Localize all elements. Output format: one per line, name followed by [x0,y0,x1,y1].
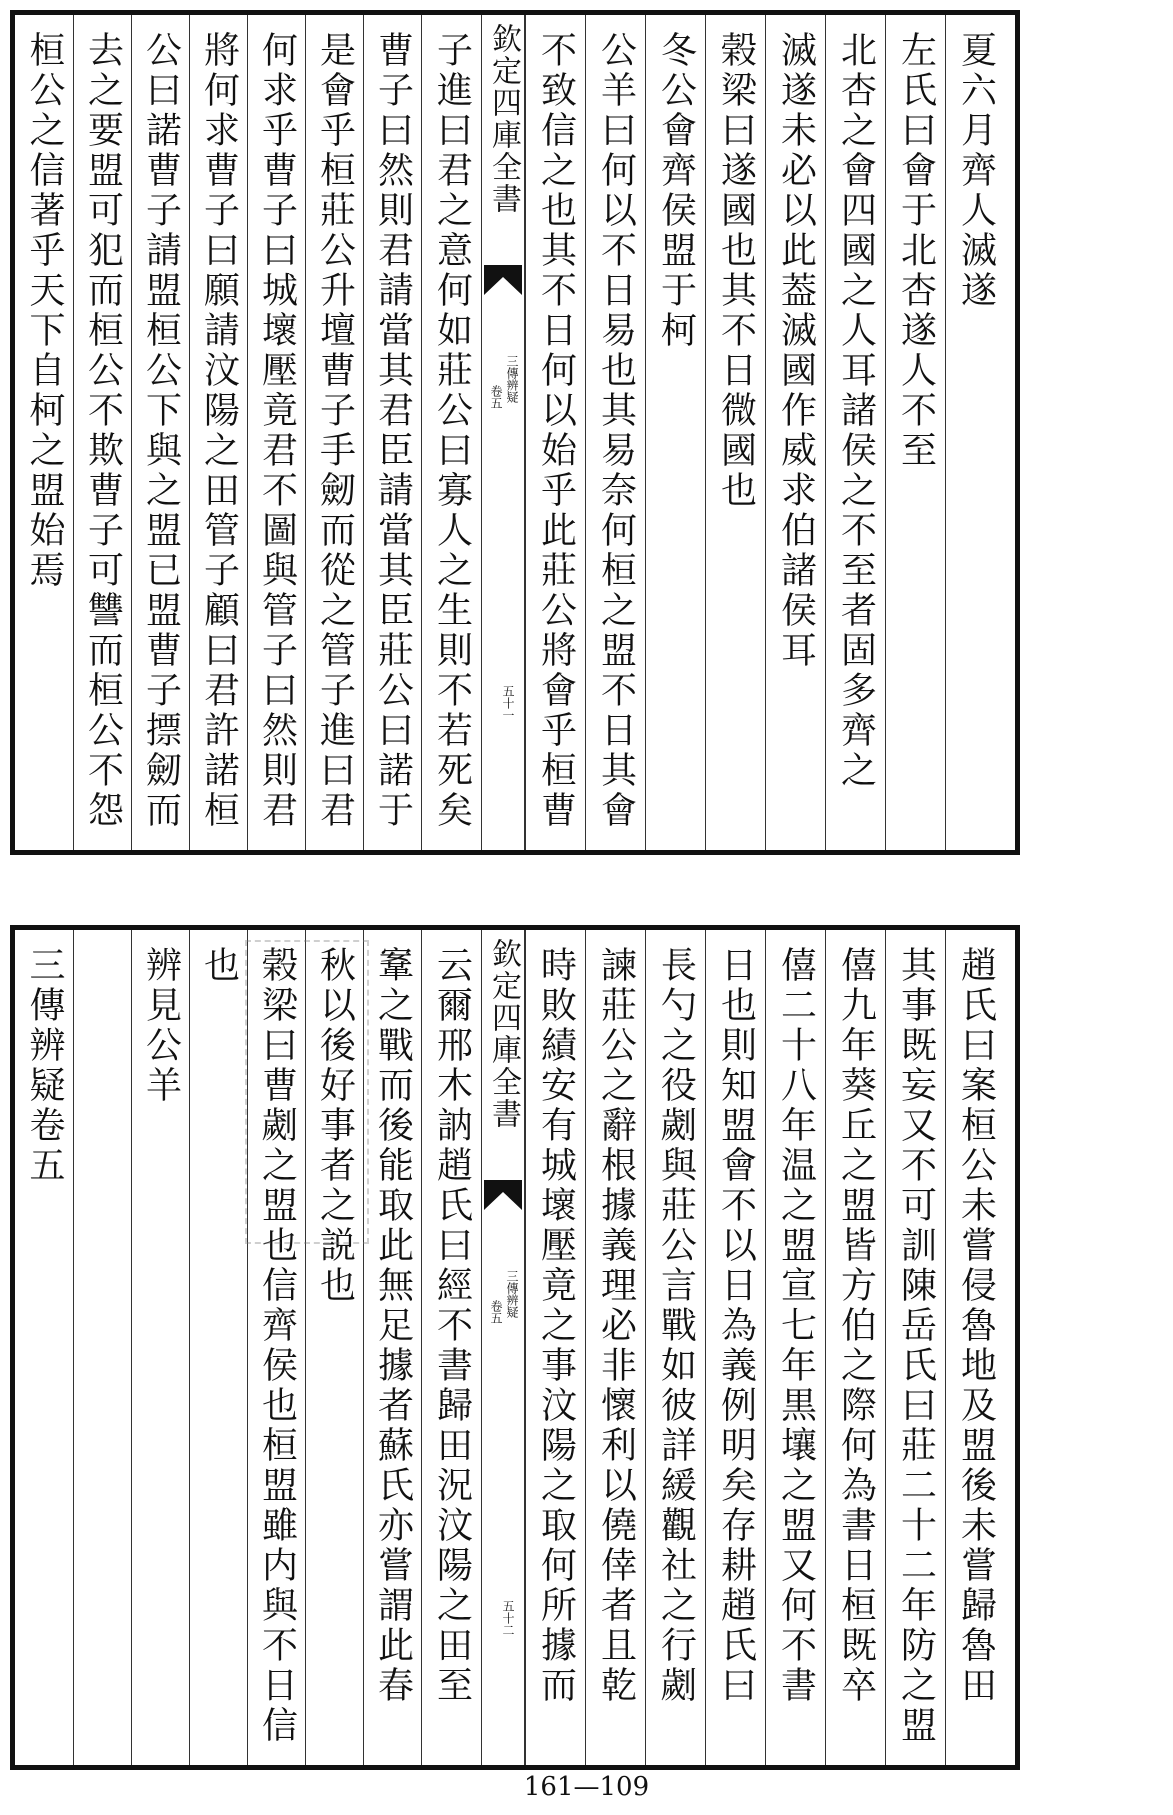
col [645,930,705,1765]
col [421,930,481,1765]
column-text: 長勺之役劌與莊公言戰如彼詳緩觀社之行劌 [655,946,697,1706]
col [363,15,421,850]
col [765,15,825,850]
leaf-number: 五十一 [501,685,515,721]
col [131,15,189,850]
col [525,15,585,850]
col [765,930,825,1765]
col [705,15,765,850]
column-text: 冬公會齊侯盟于柯 [655,31,697,351]
col [945,930,1005,1765]
column-text: 榖梁曰曹劌之盟也信齊侯也桓盟雖内與不日信 [256,946,298,1746]
col [15,15,73,850]
column-text: 三傳辨疑卷五 [24,946,65,1186]
book-title: 三傳辨疑 [505,1270,519,1318]
column-text: 左氏曰會于北杏遂人不至 [895,31,937,471]
col [247,15,305,850]
top-page [10,10,1020,855]
col [305,15,363,850]
center-strip [481,15,525,850]
column-text: 何求乎曹子曰城壞壓竟君不圖與管子曰然則君 [256,31,298,831]
col [825,930,885,1765]
column-text: 秋以後好事者之説也 [314,946,356,1306]
column-text: 僖九年葵丘之盟皆方伯之際何為書日桓既卒 [835,946,877,1706]
fish-tail-mark [484,1180,522,1210]
seal-stamp [245,940,369,1244]
column-text: 趙氏曰案桓公未嘗侵魯地及盟後未嘗歸魯田 [955,946,997,1706]
column-text: 時敗績安有城壞壓竟之事汶陽之取何所據而 [535,946,577,1706]
col [825,15,885,850]
column-text: 是會乎桓莊公升壇曹子手劒而從之管子進曰君 [314,31,356,831]
column-text: 子進曰君之意何如莊公曰寡人之生則不若死矣 [431,31,473,831]
col [885,930,945,1765]
volume-label: 卷五 [489,385,503,409]
column-text: 諫莊公之辭根據義理必非懷利以僥倖者且乾 [595,946,637,1706]
col [585,15,645,850]
column-text: 榖梁曰遂國也其不日微國也 [715,31,757,511]
column-text: 鞌之戰而後能取此無足據者蘇氏亦嘗謂此春 [372,946,414,1706]
column-text: 日也則知盟會不以日為義例明矣存耕趙氏曰 [715,946,757,1706]
center-strip [481,930,525,1765]
col [705,930,765,1765]
collection-title: 欽定四庫全書 [486,23,521,215]
column-text: 其事既妄又不可訓陳岳氏曰莊二十二年防之盟 [895,946,937,1746]
col [585,930,645,1765]
col [189,15,247,850]
col [131,930,189,1765]
col [189,930,247,1765]
column-text: 僖二十八年温之盟宣七年黒壤之盟又何不書 [775,946,817,1706]
column-text: 夏六月齊人滅遂 [955,31,997,311]
column-text: 公羊曰何以不日易也其易奈何桓之盟不日其會 [595,31,637,831]
column-text: 不致信之也其不日何以始乎此莊公將會乎桓曹 [535,31,577,831]
column-text: 曹子曰然則君請當其君臣請當其臣莊公曰諾于 [372,31,414,831]
column-text: 也 [198,946,240,986]
col [885,15,945,850]
bottom-page [10,925,1020,1770]
col [525,930,585,1765]
col [421,15,481,850]
col [645,15,705,850]
col [363,930,421,1765]
col [945,15,1005,850]
column-text: 辨見公羊 [140,946,182,1106]
column-text: 公曰諾曹子請盟桓公下與之盟已盟曹子摽劒而 [140,31,182,831]
col [15,930,73,1765]
book-title: 三傳辨疑 [505,355,519,403]
fish-tail-mark [484,265,522,295]
collection-title: 欽定四庫全書 [486,938,521,1130]
volume-label: 卷五 [489,1300,503,1324]
column-text: 北杏之會四國之人耳諸侯之不至者固多齊之 [835,31,877,791]
col [73,930,131,1765]
column-text: 云爾邢木訥趙氏曰經不書歸田況汶陽之田至 [431,946,473,1706]
column-text: 滅遂未必以此葢滅國作威求伯諸侯耳 [775,31,817,671]
column-text: 去之要盟可犯而桓公不欺曹子可讐而桓公不怨 [82,31,124,831]
col [73,15,131,850]
column-text: 桓公之信著乎天下自柯之盟始焉 [24,31,65,591]
page-number: 161—109 [523,1772,650,1802]
column-text: 將何求曹子曰願請汶陽之田管子顧曰君許諾桓 [198,31,240,831]
leaf-number: 五十二 [501,1600,515,1636]
